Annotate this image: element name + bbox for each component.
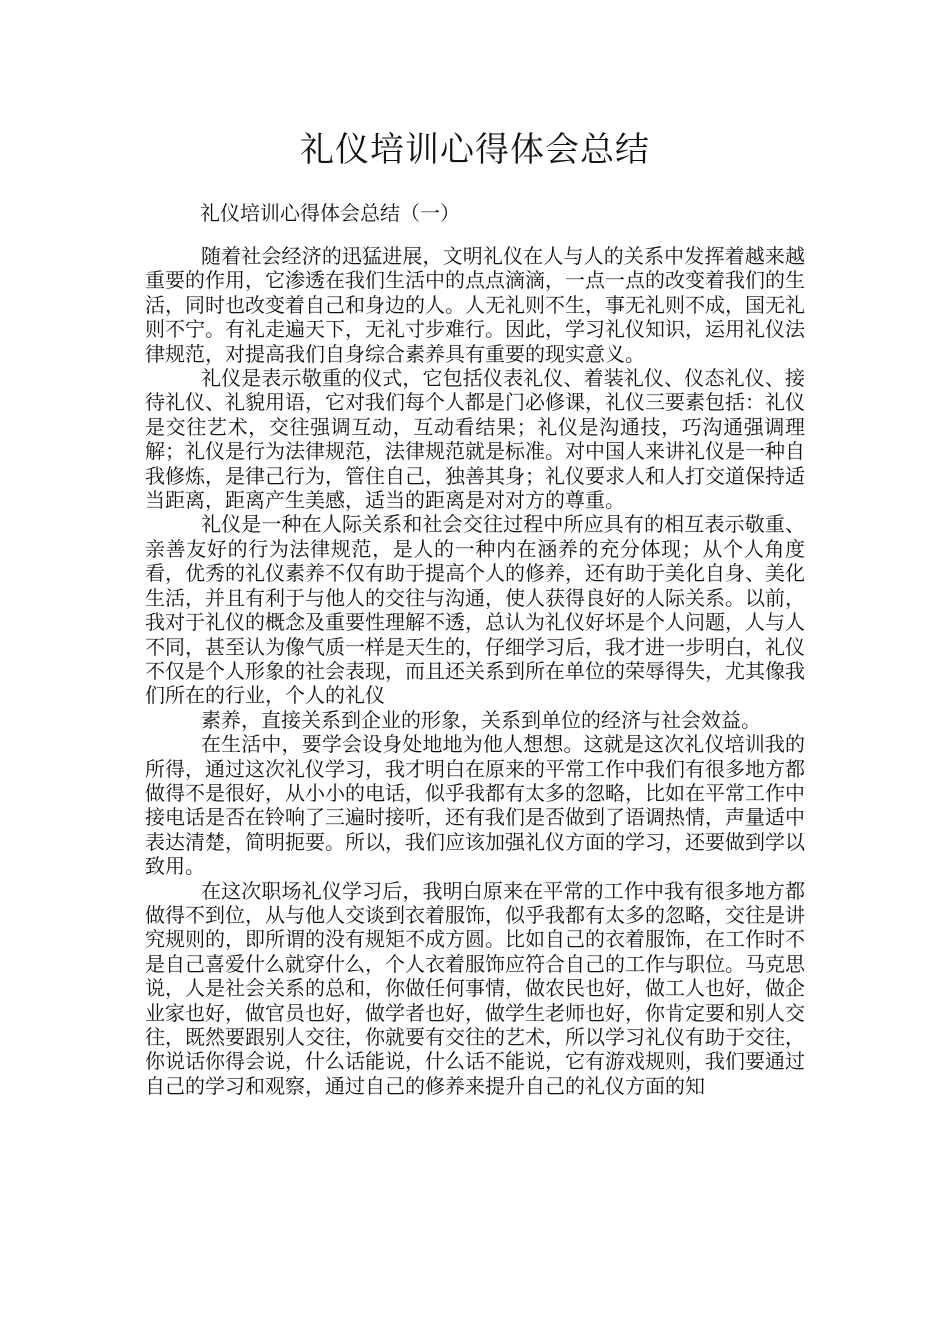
- paragraph: 礼仪是表示敬重的仪式，它包括仪表礼仪、着装礼仪、仪态礼仪、接待礼仪、礼貌用语，它对我们每个人都是门必修课，礼仪三要素包括：礼仪是交往艺术，交往强调互动，互动看结果；礼仪是沟通技，巧沟通强调理解；礼仪是行为法律规范，法律规范就是标准。对中国人来讲礼仪是一种自我修炼，是律己行为，管住自己，独善其身；礼仪要求人和人打交道保持适当距离，距离产生美感，适当的距离是对对方的尊重。: [145, 366, 805, 513]
- paragraph: 礼仪是一种在人际关系和社会交往过程中所应具有的相互表示敬重、亲善友好的行为法律规范，是人的一种内在涵养的充分体现；从个人角度看，优秀的礼仪素养不仅有助于提高个人的修养，还有助于美化自身、美化生活，并且有利于与他人的交往与沟通，使人获得良好的人际关系。以前，我对于礼仪的概念及重要性理解不透，总认为礼仪好坏是个人问题，人与人不同，甚至认为像气质一样是天生的，仔细学习后，我才进一步明白，礼仪不仅是个人形象的社会表现，而且还关系到所在单位的荣辱得失，尤其像我们所在的行业，个人的礼仪: [145, 512, 805, 708]
- paragraph: 在生活中，要学会设身处地地为他人想想。这就是这次礼仪培训我的所得，通过这次礼仪学习，我才明白在原来的平常工作中我们有很多地方都做得不是很好，从小小的电话，似乎我都有太多的忽略，比如在平常工作中接电话是否在铃响了三遍时接听，还有我们是否做到了语调热情，声量适中表达清楚，简明扼要。所以，我们应该加强礼仪方面的学习，还要做到学以致用。: [145, 732, 805, 879]
- document-body: [145, 244, 805, 1098]
- document-subtitle: 礼仪培训心得体会总结（一）: [200, 201, 460, 225]
- paragraph: 随着社会经济的迅猛进展，文明礼仪在人与人的关系中发挥着越来越重要的作用，它渗透在我们生活中的点点滴滴，一点一点的改变着我们的生活，同时也改变着自己和身边的人。人无礼则不生，事无礼则不成，国无礼则不宁。有礼走遍天下，无礼寸步难行。因此，学习礼仪知识，运用礼仪法律规范，对提高我们自身综合素养具有重要的现实意义。: [145, 244, 805, 366]
- document-title: 礼仪培训心得体会总结: [300, 130, 650, 170]
- paragraph: 素养，直接关系到企业的形象，关系到单位的经济与社会效益。: [201, 707, 761, 732]
- paragraph: 在这次职场礼仪学习后，我明白原来在平常的工作中我有很多地方都做得不到位，从与他人交谈到衣着服饰，似乎我都有太多的忽略，交往是讲究规则的，即所谓的没有规矩不成方圆。比如自己的衣着服饰，在工作时不是自己喜爱什么就穿什么，个人衣着服饰应符合自己的工作与职位。马克思说，人是社会关系的总和，你做任何事情，做农民也好，做工人也好，做企业家也好，做官员也好，做学者也好，做学生老师也好，你肯定要和别人交往，既然要跟别人交往，你就要有交往的艺术，所以学习礼仪有助于交往，你说话你得会说，什么话能说，什么话不能说，它有游戏规则，我们要通过自己的学习和观察，通过自己的修养来提升自己的礼仪方面的知: [145, 878, 805, 1098]
